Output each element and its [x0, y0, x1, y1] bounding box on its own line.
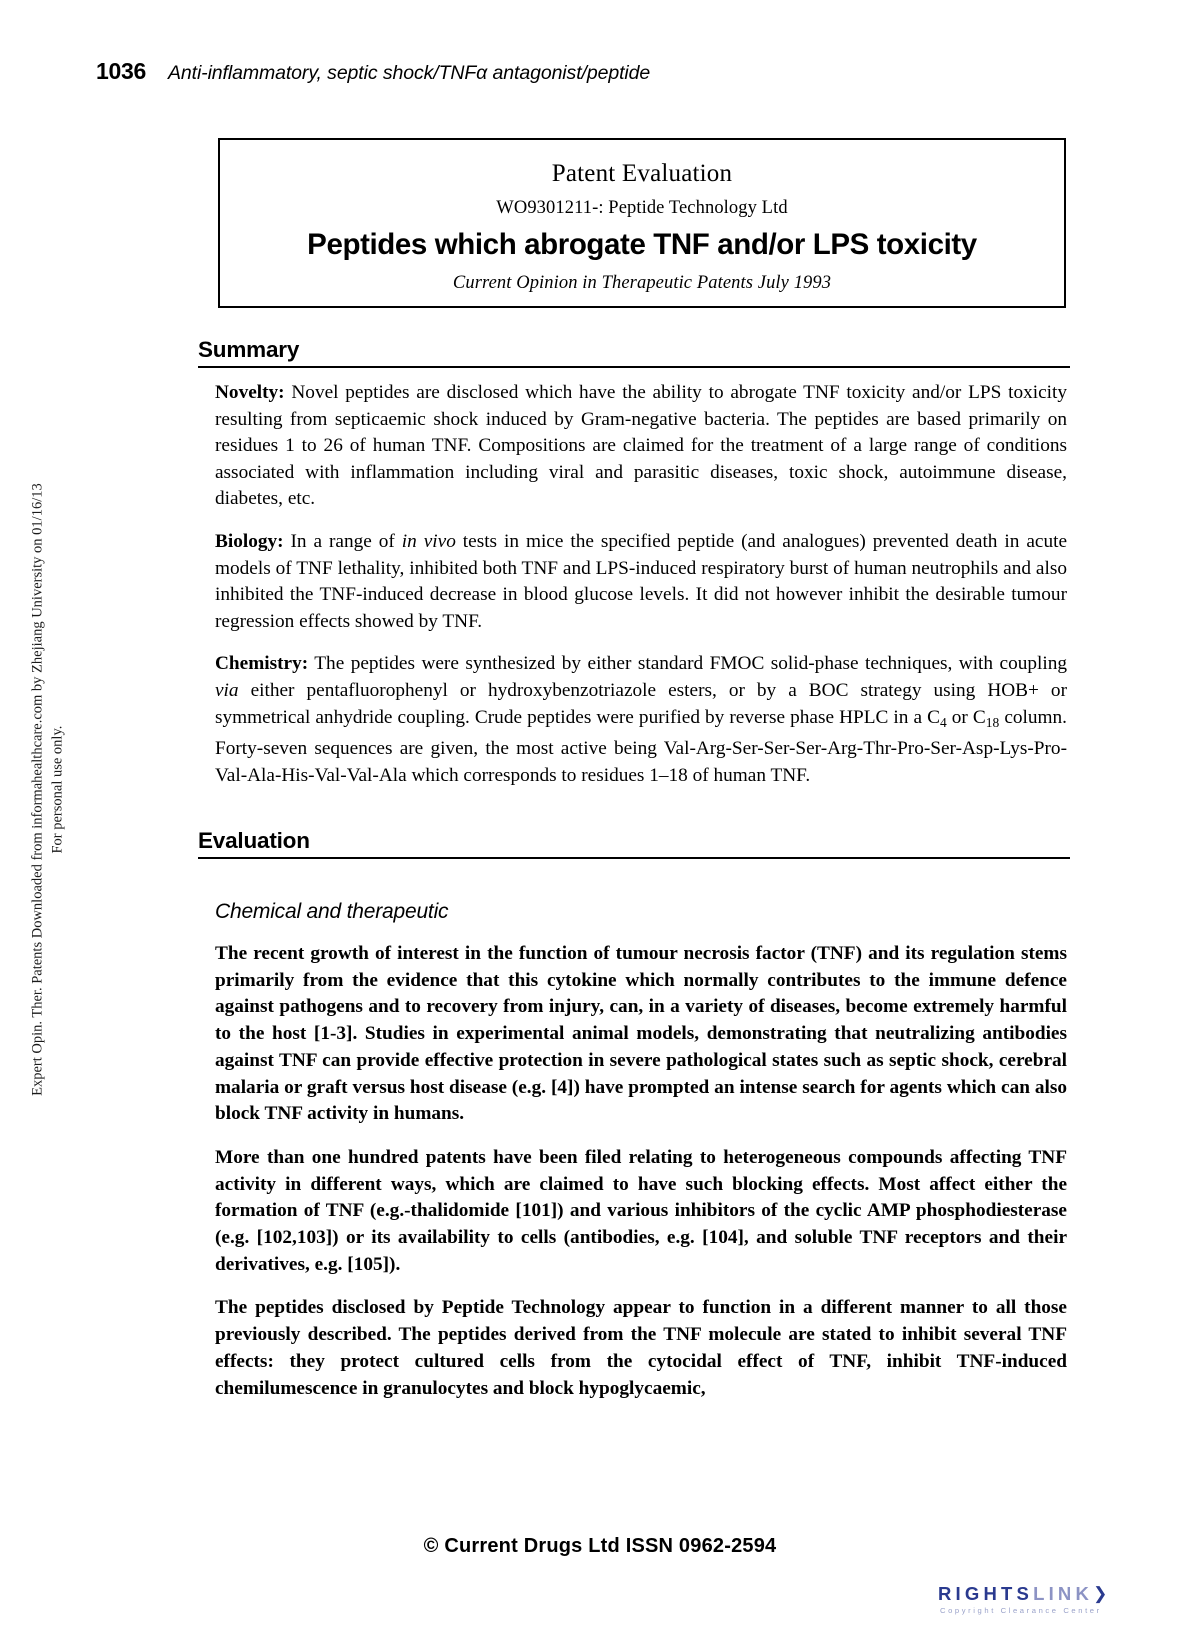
paragraph-evaluation-2: More than one hundred patents have been filed relating to heterogeneous compounds affecting TNF activity in different ways, which are claimed to have such blocking effects. Most affect either the formation of TNF (e.g.-thalidomide [101]) and various inhibitors of the cyclic AMP phosphodiesterase (e.g. [102,103]) or its availability to cells (antibodies, e.g. [104], and soluble TNF receptors and their derivatives, e.g. [105]). — [215, 1146, 1067, 1275]
patent-evaluation-kicker: Patent Evaluation — [551, 160, 733, 187]
paragraph-novelty — [215, 380, 1067, 513]
paragraph-text-biology-b: tests in mice the specified peptide (and analogues) prevented death in acute models of TNF lethality, inhibited both TNF and LPS-induced respiratory burst of human neutrophils and also inhibited the TNF-induced decrease in blood glucose levels. It did not however inhibit the desirable tumour regression effects showed by TNF. — [215, 530, 1067, 632]
paragraph-text-chemistry-d: column. Forty-seven sequences are given, the most active being Val-Arg-Ser-Ser-Ser-Arg-Thr-Pro-Ser-Asp-Lys-Pro-Val-Ala-His-Val-Val-Ala which corresponds to residues 1–18 of human TNF. — [215, 706, 1068, 786]
paragraph-text-biology-a: In a range of — [283, 530, 402, 552]
patent-number-assignee: WO9301211-: Peptide Technology Ltd — [496, 198, 788, 218]
summary-body — [215, 380, 1067, 789]
paragraph-evaluation-3: The peptides disclosed by Peptide Technology appear to function in a different manner to all those previously described. The peptides derived from the TNF molecule are stated to inhibit several TNF effects: they protect cultured cells from the cytocidal effect of TNF, inhibit TNF-induced chemilumescence in granulocytes and block hypoglycaemic, — [215, 1297, 1067, 1399]
section-rule — [198, 366, 1070, 368]
journal-citation: Current Opinion in Therapeutic Patents July 1993 — [452, 273, 832, 293]
section-rule — [198, 857, 1070, 859]
rightslink-word-rights: RIGHTS — [938, 1583, 1034, 1604]
paragraph-text-chemistry-a: The peptides were synthesized by either standard FMOC solid-phase techniques, with coupling — [308, 653, 1067, 675]
paragraph-label-novelty: Novelty: — [215, 382, 285, 403]
emphasis-in-vivo: in vivo — [401, 530, 456, 552]
running-head — [96, 58, 650, 85]
paragraph-biology — [215, 529, 1067, 635]
evaluation-body — [215, 900, 1067, 1402]
patent-title-box — [218, 138, 1066, 308]
paragraph-label-chemistry: Chemistry: — [215, 653, 309, 675]
rightslink-word-link: LINK — [1033, 1583, 1094, 1604]
paragraph-text-chemistry-c: or C — [946, 706, 986, 728]
section-heading-summary — [198, 337, 1070, 368]
subscript-c4: 4 — [939, 714, 947, 730]
footer-copyright: © Current Drugs Ltd ISSN 0962-2594 — [423, 1535, 777, 1557]
paragraph-evaluation-1: The recent growth of interest in the function of tumour necrosis factor (TNF) and its regulation stems primarily from the evidence that this cytokine which normally contributes to the immune defence against pathogens and to recovery from injury, can, in a variety of diseases, become extremely harmful to the host [1-3]. Studies in experimental animal models, demonstrating that neutralizing antibodies against TNF can provide effective protection in severe pathological states such as septic shock, cerebral malaria or graft versus host disease (e.g. [4]) have prompted an intense search for agents which can also block TNF activity in humans. — [215, 943, 1067, 1125]
paragraph-label-biology: Biology: — [215, 530, 284, 552]
running-head-title: Anti-inflammatory, septic shock/TNFα antagonist/peptide — [167, 62, 651, 84]
emphasis-via: via — [215, 679, 239, 701]
subscript-c18: 18 — [985, 714, 1000, 730]
patent-title: Peptides which abrogate TNF and/or LPS toxicity — [307, 228, 977, 261]
section-heading-summary-label: Summary — [198, 337, 300, 362]
paragraph-text-chemistry-b: either pentafluorophenyl or hydroxybenzotriazole esters, or by a BOC strategy using HOB+ or symmetrical anhydride coupling. Crude peptides were purified by reverse phase HPLC in a C — [215, 679, 1067, 728]
download-watermark-line-2: For personal use only. — [49, 725, 65, 854]
rightslink-arrow-icon: ❯ — [1093, 1584, 1108, 1603]
subsection-heading-chemical-and-therapeutic: Chemical and therapeutic — [215, 900, 449, 923]
section-heading-evaluation — [198, 828, 1070, 859]
download-watermark-line-1: Expert Opin. Ther. Patents Downloaded from informahealthcare.com by Zhejiang University on 01/16/13 — [29, 483, 46, 1096]
section-heading-evaluation-label: Evaluation — [198, 828, 310, 853]
rightslink-logo[interactable] — [938, 1585, 1148, 1615]
paragraph-chemistry — [215, 651, 1067, 789]
paragraph-text-novelty: Novel peptides are disclosed which have the ability to abrogate TNF toxicity and/or LPS toxicity resulting from septicaemic shock induced by Gram-negative bacteria. The peptides are based primarily on residues 1 to 26 of human TNF. Compositions are claimed for the treatment of a large range of conditions associated with inflammation including viral and parasitic diseases, toxic shock, autoimmune disease, diabetes, etc. — [215, 382, 1067, 510]
rightslink-tagline: Copyright Clearance Center — [940, 1606, 1102, 1615]
download-watermark — [28, 350, 67, 1230]
page-number: 1036 — [96, 58, 146, 84]
